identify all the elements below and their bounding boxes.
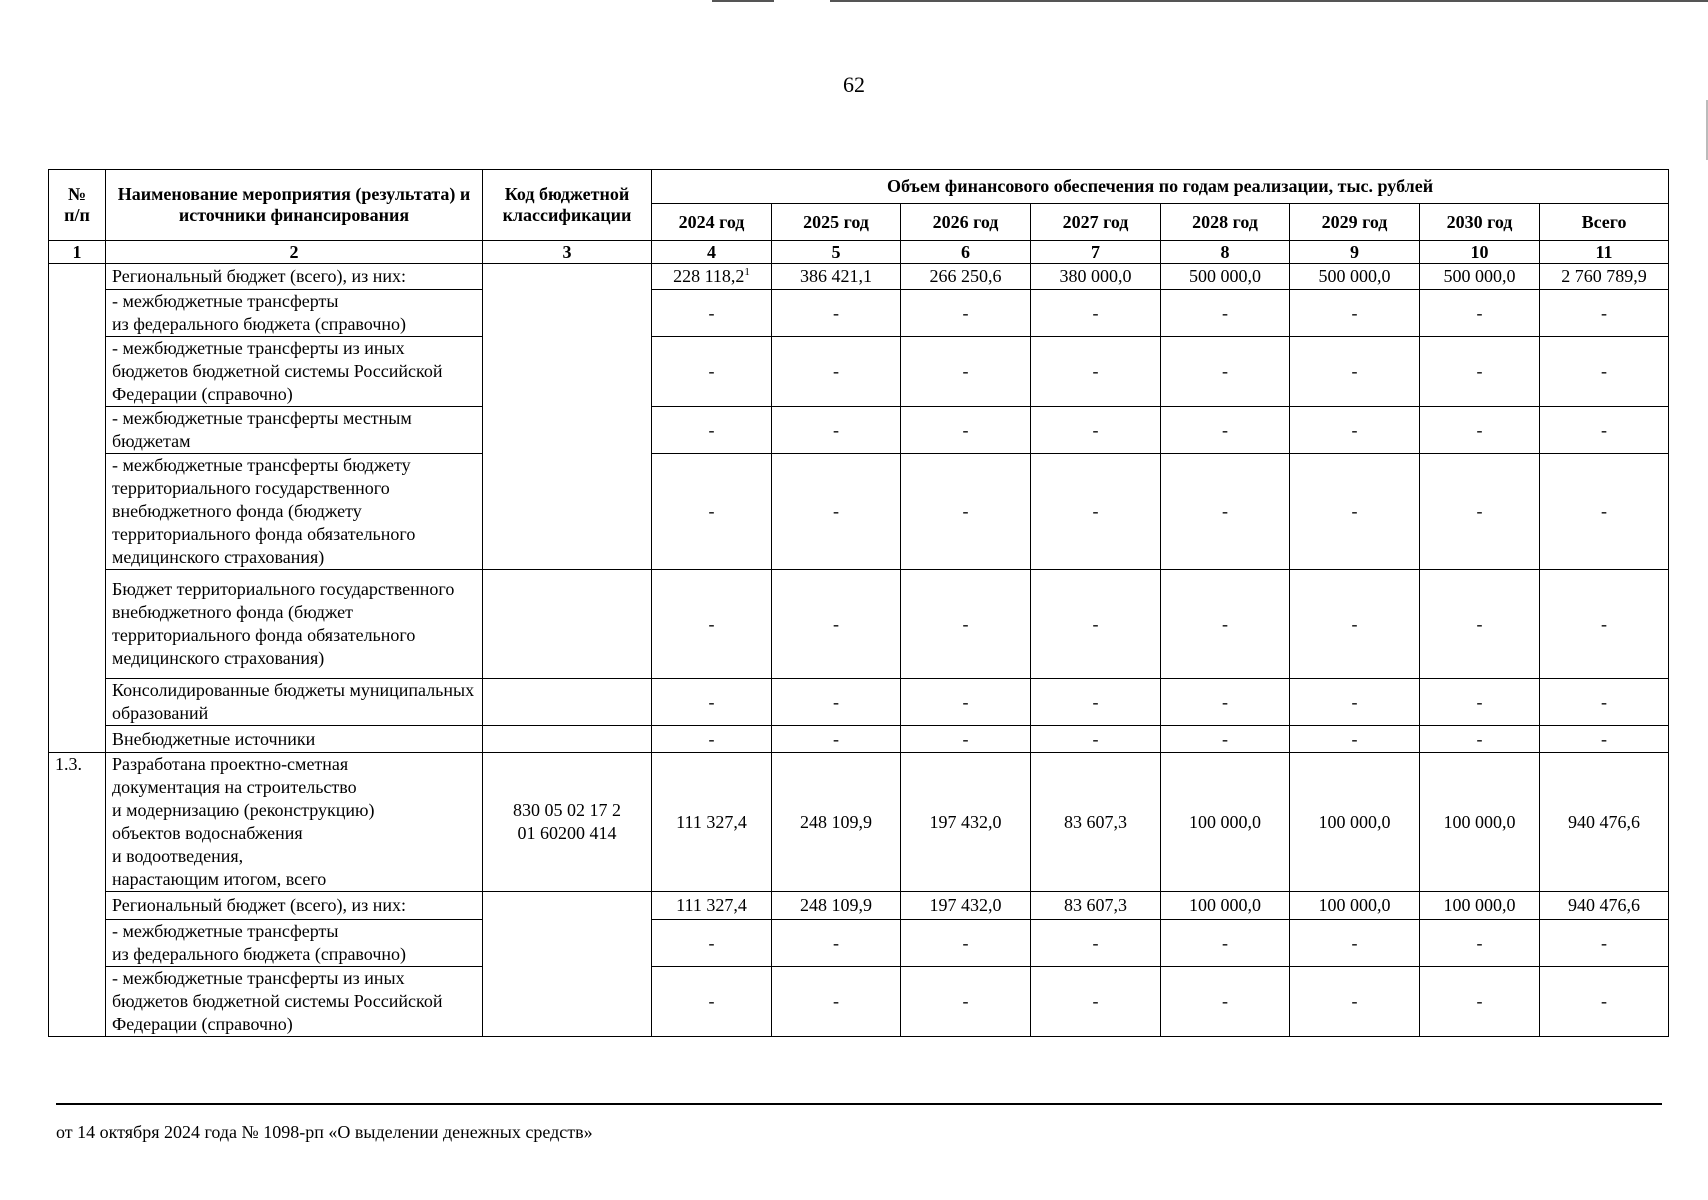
top-edge-line	[830, 0, 1708, 2]
row-year-value	[652, 920, 772, 967]
value-text: 111 327,4	[676, 895, 747, 915]
row-year-value	[1290, 290, 1420, 337]
header-volume: Объем финансового обеспечения по годам реализации, тыс. рублей	[652, 170, 1669, 204]
row-name: - межбюджетные трансферты из федерального бюджета (справочно)	[106, 290, 483, 337]
value-text: -	[1476, 991, 1483, 1011]
value-text: -	[708, 691, 715, 712]
table-row	[49, 407, 1669, 454]
value-text: -	[833, 302, 839, 323]
value-text: -	[1476, 932, 1483, 953]
row-total-value	[1540, 454, 1669, 570]
financing-table	[48, 169, 1669, 1037]
value-text: 380 000,0	[1059, 266, 1132, 286]
row-year-value	[1031, 920, 1161, 967]
row-total-value	[1540, 892, 1669, 920]
row-name: - межбюджетные трансферты из федерального бюджета (справочно)	[106, 920, 483, 967]
table-row	[49, 454, 1669, 570]
row-year-value	[772, 967, 901, 1037]
value-text: 100 000,0	[1443, 811, 1516, 832]
value-text: 266 250,6	[929, 266, 1002, 286]
value-text: -	[1601, 613, 1608, 634]
value-text: -	[1601, 691, 1608, 712]
row-year-value	[1420, 337, 1540, 407]
row-year-value	[1290, 679, 1420, 726]
row-year-value	[1420, 264, 1540, 290]
value-text: -	[1351, 932, 1358, 953]
value-text: -	[1476, 728, 1483, 749]
row-year-value	[1161, 290, 1290, 337]
value-text: -	[1351, 419, 1358, 440]
row-year-value	[1420, 967, 1540, 1037]
row-name: Региональный бюджет (всего), из них:	[106, 892, 483, 920]
column-number: 10	[1420, 241, 1540, 264]
value-text: -	[962, 932, 969, 953]
row-total-value	[1540, 726, 1669, 753]
row-year-value	[1031, 337, 1161, 407]
row-year-value	[652, 753, 772, 892]
top-edge-line	[712, 0, 774, 2]
row-total-value	[1540, 679, 1669, 726]
column-number: 9	[1290, 241, 1420, 264]
table-row	[49, 570, 1669, 679]
value-text: -	[833, 501, 839, 521]
column-number: 11	[1540, 241, 1669, 264]
row-year-value	[1290, 892, 1420, 920]
value-text: -	[1476, 691, 1483, 712]
value-text: 100 000,0	[1318, 811, 1391, 832]
value-text: -	[1092, 419, 1099, 440]
row-year-value	[652, 726, 772, 753]
table-row	[49, 290, 1669, 337]
column-number: 7	[1031, 241, 1161, 264]
row-year-value	[652, 337, 772, 407]
column-number: 8	[1161, 241, 1290, 264]
table-row	[49, 726, 1669, 753]
value-text: -	[708, 991, 715, 1011]
value-text: 228 118,2	[673, 266, 745, 286]
value-text: -	[1601, 991, 1608, 1011]
row-year-value	[772, 454, 901, 570]
value-text: 83 607,3	[1064, 811, 1127, 832]
row-year-value	[1420, 454, 1540, 570]
row-year-value	[1031, 454, 1161, 570]
value-text: -	[833, 419, 839, 440]
row-budget-code	[483, 726, 652, 753]
row-year-value	[1031, 726, 1161, 753]
value-text: -	[1222, 419, 1228, 440]
value-text: 111 327,4	[676, 811, 747, 832]
row-year-value	[1420, 892, 1540, 920]
row-year-value	[772, 570, 901, 679]
value-text: -	[1351, 691, 1358, 712]
header-total: Всего	[1540, 204, 1669, 241]
row-year-value	[1031, 753, 1161, 892]
row-year-value	[1420, 753, 1540, 892]
value-text: 100 000,0	[1443, 895, 1516, 915]
column-number: 2	[106, 241, 483, 264]
row-total-value	[1540, 753, 1669, 892]
value-text: -	[1222, 501, 1228, 521]
value-text: -	[962, 613, 969, 634]
row-year-value	[772, 290, 901, 337]
column-number: 6	[901, 241, 1031, 264]
value-text: 2 760 789,9	[1561, 266, 1647, 286]
value-text: -	[1601, 361, 1608, 381]
row-name: Внебюджетные источники	[106, 726, 483, 753]
row-year-value	[1161, 679, 1290, 726]
value-text: -	[1476, 419, 1483, 440]
row-year-value	[901, 753, 1031, 892]
row-year-value	[652, 264, 772, 290]
row-year-value	[1031, 892, 1161, 920]
row-year-value	[1290, 920, 1420, 967]
row-year-value	[1420, 407, 1540, 454]
value-text: -	[962, 691, 969, 712]
value-text: -	[1601, 932, 1608, 953]
value-text: -	[708, 728, 715, 749]
footnote-text: от 14 октября 2024 года № 1098-рп «О выделении денежных средств»	[56, 1122, 593, 1142]
column-number: 4	[652, 241, 772, 264]
value-text: 100 000,0	[1189, 895, 1261, 915]
row-total-value	[1540, 290, 1669, 337]
row-year-value	[901, 726, 1031, 753]
header-index: № п/п	[49, 170, 106, 241]
row-year-value	[1031, 264, 1161, 290]
row-year-value	[1161, 753, 1290, 892]
row-year-value	[652, 967, 772, 1037]
value-text: -	[1092, 501, 1099, 521]
row-year-value	[1290, 570, 1420, 679]
value-text: -	[1092, 613, 1099, 634]
row-year-value	[652, 290, 772, 337]
row-total-value	[1540, 407, 1669, 454]
value-text: 500 000,0	[1443, 266, 1516, 286]
value-text: -	[1601, 419, 1608, 440]
value-text: -	[1601, 728, 1608, 749]
row-year-value	[1031, 967, 1161, 1037]
row-year-value	[1031, 679, 1161, 726]
value-text: -	[833, 728, 839, 749]
row-year-value	[1420, 679, 1540, 726]
row-year-value	[901, 454, 1031, 570]
row-year-value	[1420, 920, 1540, 967]
table-row	[49, 753, 1669, 892]
value-text: -	[962, 419, 969, 440]
value-text: 500 000,0	[1318, 266, 1391, 286]
value-text: 197 432,0	[929, 895, 1002, 915]
row-year-value	[772, 753, 901, 892]
value-text: 197 432,0	[929, 811, 1002, 832]
row-name: - межбюджетные трансферты из иных бюджетов бюджетной системы Российской Федерации (справочно)	[106, 337, 483, 407]
row-index	[49, 264, 106, 753]
row-year-value	[1161, 337, 1290, 407]
value-text: -	[708, 361, 715, 381]
row-budget-code	[483, 264, 652, 570]
row-year-value	[652, 892, 772, 920]
value-text: 100 000,0	[1318, 895, 1391, 915]
value-text: -	[833, 991, 839, 1011]
table-row	[49, 967, 1669, 1037]
value-text: -	[1092, 932, 1099, 953]
value-text: 83 607,3	[1064, 895, 1127, 915]
row-index: 1.3.	[49, 753, 106, 1037]
row-year-value	[772, 726, 901, 753]
value-text: -	[1351, 991, 1358, 1011]
row-name: Региональный бюджет (всего), из них:	[106, 264, 483, 290]
row-year-value	[1161, 920, 1290, 967]
row-year-value	[652, 407, 772, 454]
value-text: 248 109,9	[800, 811, 872, 832]
value-text: -	[1476, 361, 1483, 381]
row-budget-code: 830 05 02 17 2 01 60200 414	[483, 753, 652, 892]
column-numbers-row	[49, 241, 1669, 264]
header-year: 2027 год	[1031, 204, 1161, 241]
row-year-value	[1031, 407, 1161, 454]
row-year-value	[772, 337, 901, 407]
value-text: -	[833, 613, 839, 634]
value-text: -	[1092, 302, 1099, 323]
row-year-value	[1290, 337, 1420, 407]
row-year-value	[901, 264, 1031, 290]
header-code: Код бюджетной классификации	[483, 170, 652, 241]
value-text: -	[1092, 361, 1099, 381]
header-year: 2025 год	[772, 204, 901, 241]
row-year-value	[1161, 892, 1290, 920]
row-year-value	[1290, 726, 1420, 753]
row-name: - межбюджетные трансферты бюджету территориального государственного внебюджетного фонда (бюджету территориального фонда обязательного медицинского страхования)	[106, 454, 483, 570]
value-text: -	[708, 932, 715, 953]
table-row	[49, 920, 1669, 967]
row-year-value	[1161, 264, 1290, 290]
header-year: 2029 год	[1290, 204, 1420, 241]
value-text: 500 000,0	[1189, 266, 1261, 286]
row-year-value	[901, 337, 1031, 407]
row-year-value	[1420, 726, 1540, 753]
row-year-value	[772, 892, 901, 920]
page-number: 62	[843, 72, 865, 97]
value-text: -	[833, 361, 839, 381]
row-year-value	[1161, 570, 1290, 679]
value-text: -	[833, 691, 839, 712]
value-text: -	[708, 613, 715, 634]
header-year: 2024 год	[652, 204, 772, 241]
row-year-value	[652, 454, 772, 570]
value-text: -	[1222, 361, 1228, 381]
value-text: -	[1351, 302, 1358, 323]
row-year-value	[1290, 264, 1420, 290]
row-year-value	[1031, 290, 1161, 337]
row-name: - межбюджетные трансферты местным бюджетам	[106, 407, 483, 454]
row-year-value	[1161, 967, 1290, 1037]
table-row	[49, 679, 1669, 726]
table-row	[49, 337, 1669, 407]
row-name: Бюджет территориального государственного внебюджетного фонда (бюджет территориального фонда обязательного медицинского страхования)	[106, 570, 483, 679]
value-text: -	[708, 302, 715, 323]
row-total-value	[1540, 570, 1669, 679]
row-year-value	[1161, 726, 1290, 753]
value-text: -	[1601, 501, 1608, 521]
value-text: -	[1092, 691, 1099, 712]
row-name: Консолидированные бюджеты муниципальных образований	[106, 679, 483, 726]
column-number: 3	[483, 241, 652, 264]
table-row	[49, 892, 1669, 920]
value-text: -	[962, 361, 969, 381]
row-year-value	[1031, 570, 1161, 679]
row-year-value	[772, 679, 901, 726]
value-text: 940 476,6	[1568, 811, 1641, 832]
value-text: -	[1222, 991, 1228, 1011]
row-total-value	[1540, 264, 1669, 290]
row-year-value	[772, 264, 901, 290]
value-text: -	[962, 501, 969, 521]
value-text: -	[1222, 932, 1228, 953]
row-year-value	[901, 679, 1031, 726]
row-year-value	[1420, 290, 1540, 337]
row-year-value	[1420, 570, 1540, 679]
column-number: 1	[49, 241, 106, 264]
value-text: -	[708, 501, 715, 521]
row-year-value	[772, 407, 901, 454]
row-total-value	[1540, 967, 1669, 1037]
row-year-value	[901, 407, 1031, 454]
value-text: -	[1092, 991, 1099, 1011]
value-text: -	[1222, 613, 1228, 634]
value-text: -	[1476, 613, 1483, 634]
row-year-value	[901, 967, 1031, 1037]
row-year-value	[1161, 407, 1290, 454]
value-text: -	[962, 302, 969, 323]
value-text: -	[1351, 501, 1358, 521]
value-text: -	[1476, 302, 1483, 323]
row-budget-code	[483, 892, 652, 1037]
value-text: -	[1351, 728, 1358, 749]
value-text: -	[1476, 501, 1483, 521]
value-text: -	[962, 728, 969, 749]
row-year-value	[901, 892, 1031, 920]
row-budget-code	[483, 679, 652, 726]
value-text: -	[1222, 728, 1228, 749]
value-text: -	[1092, 728, 1099, 749]
row-year-value	[652, 679, 772, 726]
row-total-value	[1540, 920, 1669, 967]
row-year-value	[1290, 967, 1420, 1037]
value-text: 386 421,1	[800, 266, 872, 286]
row-name: - межбюджетные трансферты из иных бюджетов бюджетной системы Российской Федерации (справочно)	[106, 967, 483, 1037]
row-year-value	[1161, 454, 1290, 570]
value-text: -	[962, 991, 969, 1011]
column-number: 5	[772, 241, 901, 264]
header-year: 2030 год	[1420, 204, 1540, 241]
value-text: -	[1351, 613, 1358, 634]
value-text: 100 000,0	[1189, 811, 1261, 832]
row-total-value	[1540, 337, 1669, 407]
value-text: -	[833, 932, 839, 953]
row-budget-code	[483, 570, 652, 679]
value-text: 248 109,9	[800, 895, 872, 915]
row-year-value	[652, 570, 772, 679]
value-text: -	[1222, 691, 1228, 712]
header-name: Наименование мероприятия (результата) и источники финансирования	[106, 170, 483, 241]
row-year-value	[1290, 753, 1420, 892]
table-row	[49, 264, 1669, 290]
value-text: -	[708, 419, 715, 440]
header-year: 2028 год	[1161, 204, 1290, 241]
value-text: 940 476,6	[1568, 895, 1641, 915]
row-year-value	[1290, 407, 1420, 454]
row-year-value	[901, 920, 1031, 967]
row-year-value	[901, 290, 1031, 337]
value-text: -	[1601, 302, 1608, 323]
header-year: 2026 год	[901, 204, 1031, 241]
row-year-value	[1290, 454, 1420, 570]
footnote-separator	[56, 1103, 1662, 1105]
footnote-mark: 1	[744, 266, 750, 278]
row-name: Разработана проектно-сметная документация на строительство и модернизацию (реконструкцию) объектов водоснабжения и водоотведения, нарастающим итогом, всего	[106, 753, 483, 892]
value-text: -	[1222, 302, 1228, 323]
row-year-value	[772, 920, 901, 967]
row-year-value	[901, 570, 1031, 679]
value-text: -	[1351, 361, 1358, 381]
